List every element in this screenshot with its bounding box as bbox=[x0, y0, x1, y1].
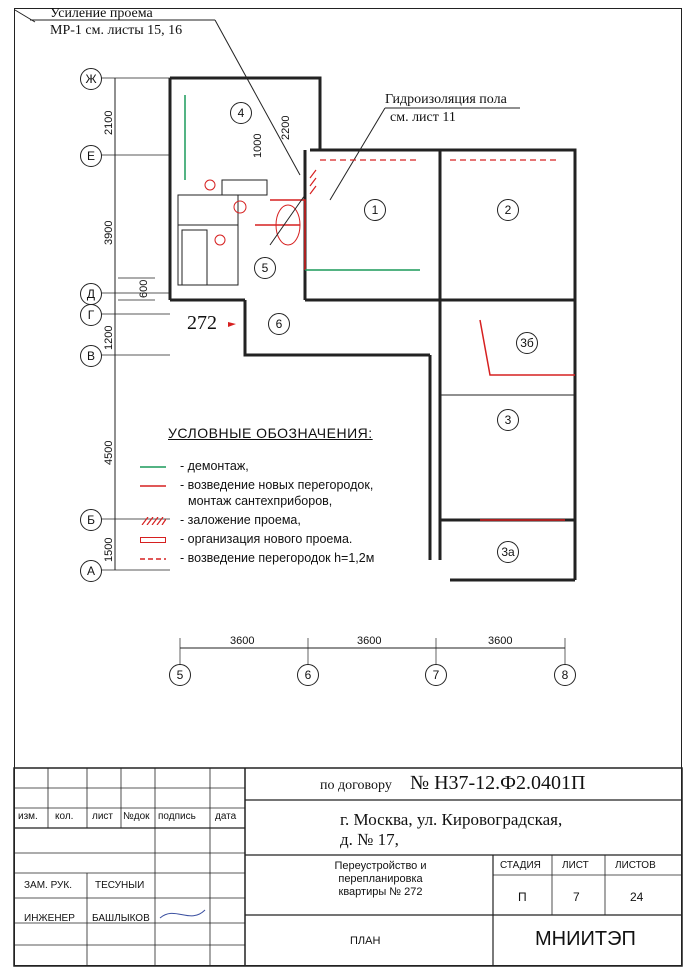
hdr-ndok: №док bbox=[123, 811, 150, 822]
hdr-kol: кол. bbox=[55, 811, 74, 822]
hdr-sign: подпись bbox=[158, 811, 196, 822]
dim-2200: 2200 bbox=[280, 115, 292, 140]
axis-col-label: 6 bbox=[297, 664, 319, 686]
legend-item: - возведение перегородок h=1,2м bbox=[180, 551, 375, 565]
sheets-label: ЛИСТОВ bbox=[615, 860, 656, 871]
sheets-value: 24 bbox=[630, 890, 644, 904]
room-marker: 2 bbox=[497, 199, 519, 221]
legend-item: - организация нового проема. bbox=[140, 531, 374, 547]
axis-col-label: 5 bbox=[169, 664, 191, 686]
address-line-2: д. № 17, bbox=[340, 830, 399, 849]
room-marker: 3 bbox=[497, 409, 519, 431]
dim-h-3600: 3600 bbox=[230, 635, 255, 647]
legend-item: - возведение новых перегородок, монтаж сантехприборов, bbox=[180, 478, 374, 508]
address-line-1: г. Москва, ул. Кировоградская, bbox=[340, 810, 563, 829]
note-waterproof-ref: см. лист 11 bbox=[390, 110, 456, 125]
axis-row-label: Д bbox=[80, 283, 102, 305]
room-marker: 4 bbox=[230, 102, 252, 124]
hdr-list: лист bbox=[92, 811, 114, 822]
dim-4500: 4500 bbox=[103, 440, 115, 465]
axis-row-label: А bbox=[80, 560, 102, 582]
legend-item: - заложение проема, bbox=[140, 512, 374, 528]
name-engineer: БАШЛЫКОВ bbox=[92, 913, 150, 924]
note-opening-ref: МР-1 см. листы 15, 16 bbox=[50, 23, 183, 38]
stage-label: СТАДИЯ bbox=[500, 860, 541, 871]
axis-col-label: 8 bbox=[554, 664, 576, 686]
legend-item: - демонтаж, bbox=[180, 459, 249, 473]
room-marker: 1 bbox=[364, 199, 386, 221]
role-deputy: ЗАМ. РУК. bbox=[24, 880, 73, 891]
room-marker: 3б bbox=[516, 332, 538, 354]
name-deputy: ТЕСУНЫИ bbox=[95, 880, 145, 891]
axis-row-label: В bbox=[80, 345, 102, 367]
room-marker: 3а bbox=[497, 541, 519, 563]
dim-3900: 3900 bbox=[103, 220, 115, 245]
axis-col-label: 7 bbox=[425, 664, 447, 686]
dim-1000: 1000 bbox=[252, 133, 264, 158]
dim-1200: 1200 bbox=[103, 325, 115, 350]
axis-row-label: Б bbox=[80, 509, 102, 531]
dim-h-3600: 3600 bbox=[357, 635, 382, 647]
axis-row-label: Ж bbox=[80, 68, 102, 90]
dim-600: 600 bbox=[138, 279, 150, 298]
contract-label: по договору bbox=[320, 778, 392, 793]
axis-row-label: Е bbox=[80, 145, 102, 167]
sheet-label: ЛИСТ bbox=[562, 860, 589, 871]
role-engineer: ИНЖЕНЕР bbox=[24, 913, 75, 924]
legend-title: УСЛОВНЫЕ ОБОЗНАЧЕНИЯ: bbox=[168, 425, 373, 441]
sheet-value: 7 bbox=[573, 890, 580, 904]
drawing-name: ПЛАН bbox=[350, 935, 381, 947]
contract-number: № Н37-12.Ф2.0401П bbox=[410, 772, 586, 794]
room-marker: 6 bbox=[268, 313, 290, 335]
note-waterproof-title: Гидроизоляция пола bbox=[385, 92, 507, 107]
stage-value: П bbox=[518, 890, 527, 904]
axis-row-label: Г bbox=[80, 304, 102, 326]
dim-1500: 1500 bbox=[103, 537, 115, 562]
dim-2100: 2100 bbox=[103, 110, 115, 135]
room-marker: 5 bbox=[254, 257, 276, 279]
hdr-izm: изм. bbox=[18, 811, 38, 822]
hdr-date: дата bbox=[215, 811, 237, 822]
note-opening-title: Усиление проема bbox=[50, 6, 153, 21]
organization: МНИИТЭП bbox=[535, 928, 636, 950]
apartment-number: 272 bbox=[187, 312, 217, 334]
work-title: Переустройство и перепланировка квартиры № 272 bbox=[334, 860, 427, 898]
dim-h-3600: 3600 bbox=[488, 635, 513, 647]
